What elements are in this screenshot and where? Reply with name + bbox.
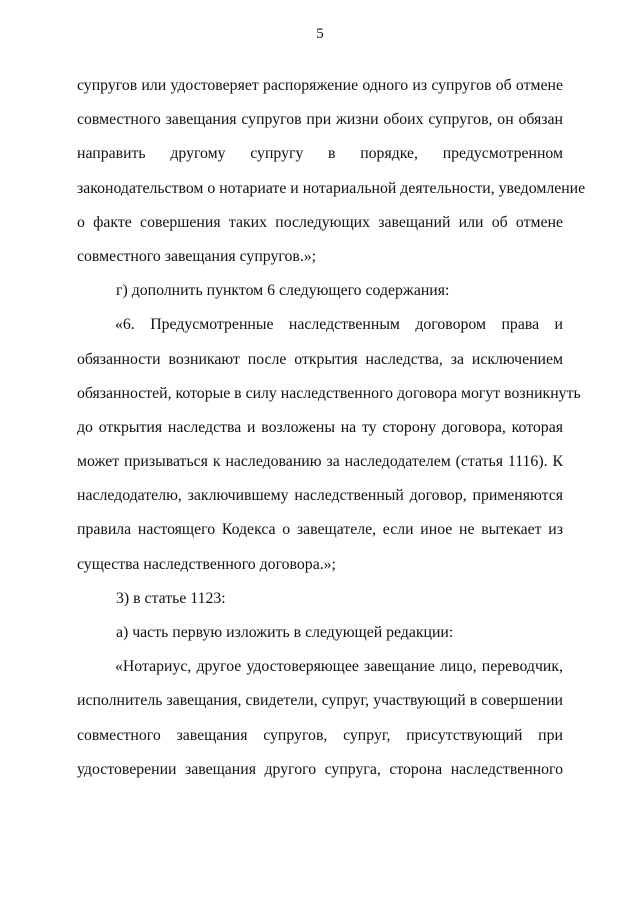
text-line: направить другому супругу в порядке, предусмотренном <box>77 145 563 163</box>
text-line: совместного завещания супругов.»; <box>77 247 317 265</box>
text-line: удостоверении завещания другого супруга, сторона наследственного <box>77 760 563 778</box>
text-line: о факте совершения таких последующих завещаний или об отмене <box>77 213 563 231</box>
text-line: законодательством о нотариате и нотариальной деятельности, уведомление <box>77 179 586 197</box>
text-line: правила настоящего Кодекса о завещателе, если иное не вытекает из <box>77 521 563 539</box>
text-line: обязанностей, которые в силу наследственного договора могут возникнуть <box>77 384 581 402</box>
text-line: а) часть первую изложить в следующей редакции: <box>116 624 454 641</box>
text-line: может призываться к наследованию за наследодателем (статья 1116). К <box>77 453 563 471</box>
text-line: исполнитель завещания, свидетели, супруг, участвующий в совершении <box>77 692 563 710</box>
text-line: до открытия наследства и возложены на ту сторону договора, которая <box>77 418 563 436</box>
text-line: обязанности возникают после открытия наследства, за исключением <box>77 350 563 368</box>
text-line: 3) в статье 1123: <box>116 589 226 607</box>
text-line: «Нотариус, другое удостоверяющее завещание лицо, переводчик, <box>115 658 563 676</box>
text-line: существа наследственного договора.»; <box>77 555 336 573</box>
text-line: совместного завещания супругов при жизни обоих супругов, он обязан <box>77 111 563 129</box>
text-line: супругов или удостоверяет распоряжение одного из супругов об отмене <box>77 77 563 94</box>
document-body <box>77 69 586 787</box>
text-line: совместного завещания супругов, супруг, присутствующий при <box>77 726 563 744</box>
text-line: «6. Предусмотренные наследственным договором права и <box>115 316 563 334</box>
page-number: 5 <box>316 26 324 42</box>
text-line: г) дополнить пунктом 6 следующего содержания: <box>116 282 450 300</box>
text-line: наследодателю, заключившему наследственный договор, применяются <box>77 487 563 505</box>
